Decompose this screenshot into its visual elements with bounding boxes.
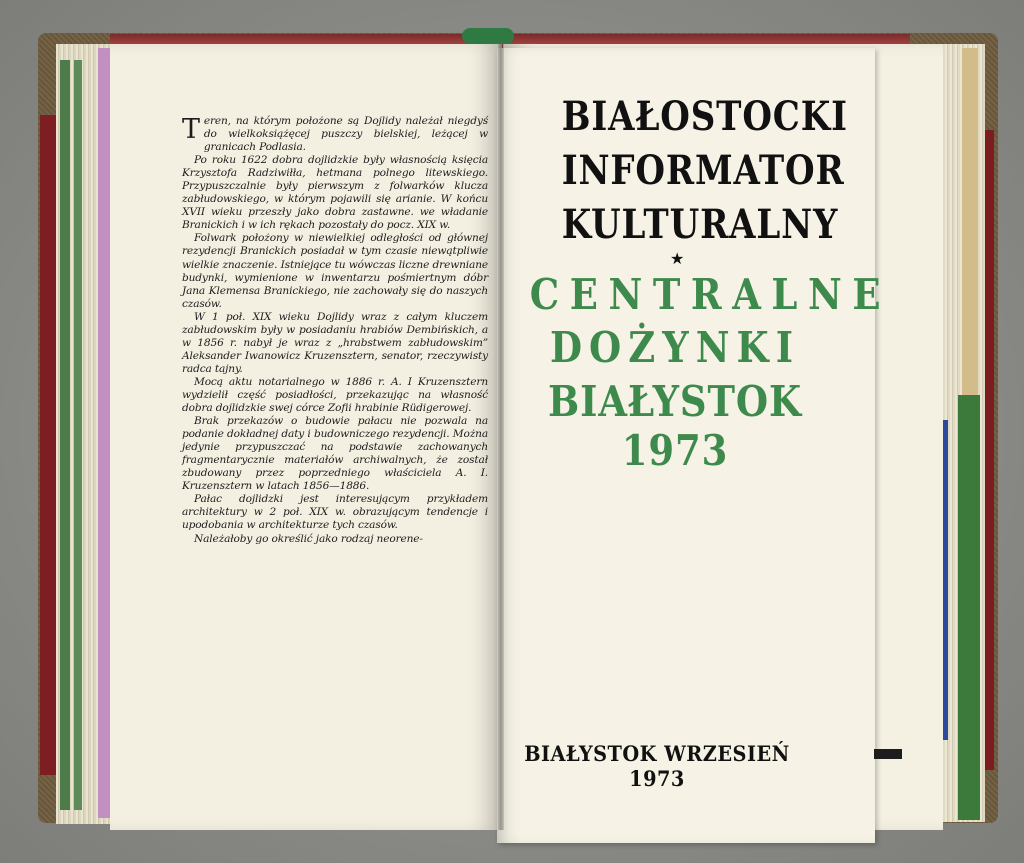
- title-line: INFORMATOR: [561, 147, 845, 194]
- page-edge-green: [958, 395, 980, 820]
- paragraph: Po roku 1622 dobra dojlidzkie były własnością księcia Krzysztofa Radziwiłła, hetmana polnego litewskiego. Przypuszczalnie były pierwszym z folwarków klucza zabłudowskiego, w którym pojawili się arianie. W końcu XVII wieku przeszły jako dobra zastawne. we władanie Branickich i w ich rękach pozostały do pocz. XIX w.: [182, 154, 488, 232]
- paragraph: Teren, na którym położone są Dojlidy należał niegdyś do wielkoksiążęcej puszczy bielskiej, leżącej w granicach Podlasia.: [182, 114, 488, 154]
- star-ornament: ★: [670, 249, 685, 268]
- paragraph: Brak przekazów o budowie pałacu nie pozwala na podanie dokładnej daty i budowniczego rezydencji. Można jedynie przypuszczać na podstawie zachowanych fragmentarycznie materiałów archiwalnych, że został zbudowany przez poprzedniego właściciela A. I. Kruzensztern w latach 1856—1886.: [182, 415, 488, 493]
- paragraph: Folwark położony w niewielkiej odległości od głównej rezydencji Branickich posiadał w tym czasie niewątpliwie wielkie znaczenie. Istniejące tu wówczas liczne drewniane budynki, wymienione w inwentarzu pośmiertnym dóbr Jana Klemensa Branickiego, nie zachowały się do naszych czasów.: [182, 232, 488, 310]
- subtitle-line: DOŻYNKI: [549, 323, 801, 372]
- bookmark-ribbon[interactable]: [462, 28, 514, 44]
- paragraph: W 1 poł. XIX wieku Dojlidy wraz z całym kluczem zabłudowskim były w posiadaniu hrabiów Dembińskich, a w 1856 r. nabył je wraz z „hrabstwem zabłudowskim” Aleksander Iwanowicz Kruzensztern, senator, rzeczywisty radca tajny.: [182, 310, 488, 375]
- ribbon-end: [874, 749, 902, 759]
- paragraph: Należałoby go określić jako rodzaj neorene-: [194, 532, 423, 545]
- paragraph: Mocą aktu notarialnego w 1886 r. A. I Kruzensztern wydzielił część posiadłości, przekazując na własność dobra dojlidzkie swej córce Zofii hrabinie Rüdigerowej.: [182, 375, 488, 415]
- page-edge-pink: [98, 48, 110, 818]
- book-gutter: [498, 44, 504, 830]
- title-line: KULTURALNY: [561, 201, 839, 248]
- page-edge-tan: [962, 48, 978, 396]
- page-edge-green: [60, 60, 70, 810]
- left-page-text: [182, 115, 488, 546]
- footer-imprint: BIAŁYSTOK WRZESIEŃ 1973: [524, 741, 790, 791]
- cover-edge-left: [40, 115, 56, 775]
- subtitle-line: BIAŁYSTOK 1973: [548, 377, 802, 475]
- drop-cap: T: [182, 114, 200, 145]
- page-edge-green: [74, 60, 82, 810]
- title-line: BIAŁOSTOCKI: [561, 93, 848, 140]
- subtitle-line: CENTRALNE: [529, 270, 892, 319]
- paragraph: Pałac dojlidzki jest interesującym przykładem architektury w 2 poł. XIX w. obrazującym tendencje i upodobania w architekturze tych czasów.: [182, 493, 488, 532]
